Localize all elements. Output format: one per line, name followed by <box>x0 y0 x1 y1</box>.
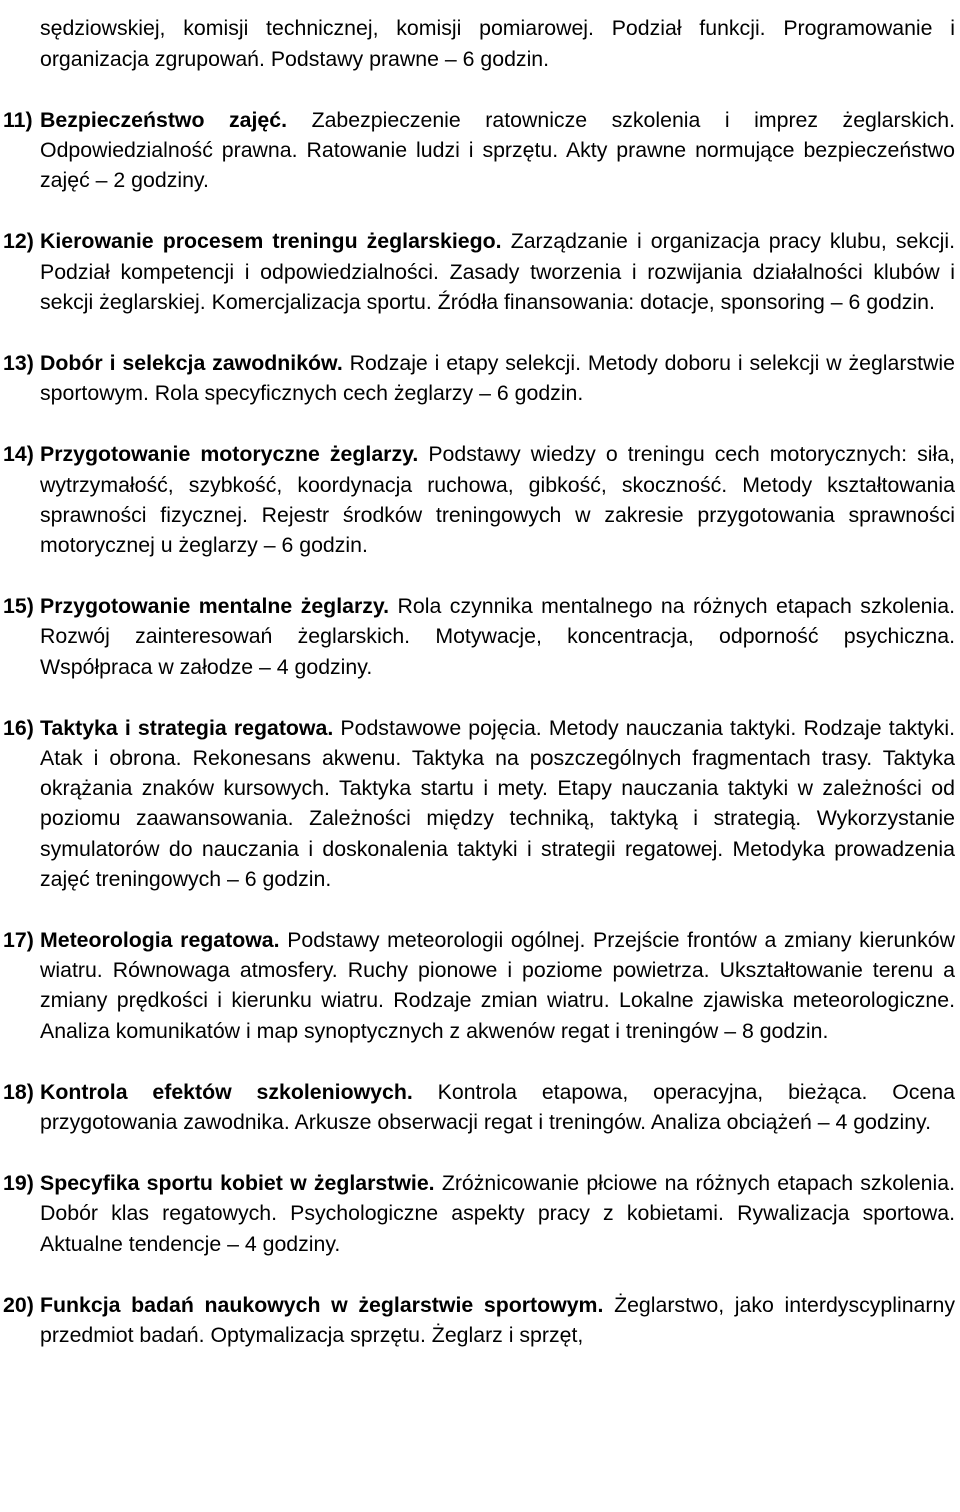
section-number: 11) <box>3 107 33 132</box>
section-body: Podstawy wiedzy o treningu cech motorycznych: siła, wytrzymałość, szybkość, koordynacja ruchowa, gibkość, skoczność. Metody kształtowania sprawności fizycznej. Rejestr środków treningowych w zakresie przygotowania sprawności motorycznej u żeglarzy – 6 godzin. <box>40 442 955 557</box>
section-heading: Meteorologia regatowa. <box>40 927 280 952</box>
section-10-continuation <box>0 13 960 73</box>
section-17 <box>0 925 960 1046</box>
section-body: Zróżnicowanie płciowe na różnych etapach szkolenia. Dobór klas regatowych. Psychologiczne aspekty pracy z kobietami. Rywalizacja sportowa. Aktualne tendencje – 4 godziny. <box>40 1171 955 1256</box>
section-body: Zabezpieczenie ratownicze szkolenia i imprez żeglarskich. Odpowiedzialność prawna. Ratowanie ludzi i sprzętu. Akty prawne normujące bezpieczeństwo zajęć – 2 godziny. <box>40 107 956 193</box>
section-20 <box>0 1290 960 1350</box>
section-heading: Przygotowanie motoryczne żeglarzy. <box>40 442 419 467</box>
section-number: 18) <box>3 1079 34 1104</box>
section-12 <box>0 226 960 317</box>
section-number: 19) <box>3 1171 34 1196</box>
section-body: Kontrola etapowa, operacyjna, bieżąca. Ocena przygotowania zawodnika. Arkusze obserwacji regat i treningów. Analiza obciążeń – 4 godziny. <box>40 1079 955 1134</box>
section-heading: Taktyka i strategia regatowa. <box>40 715 334 740</box>
section-body: sędziowskiej, komisji technicznej, komisji pomiarowej. Podział funkcji. Programowanie i organizacja zgrupowań. Podstawy prawne – 6 godzin. <box>40 16 955 71</box>
section-body: Żeglarstwo, jako interdyscyplinarny przedmiot badań. Optymalizacja sprzętu. Żeglarz i sprzęt, <box>40 1292 955 1347</box>
section-19 <box>0 1168 960 1259</box>
section-number: 13) <box>3 350 34 375</box>
section-number: 14) <box>3 442 34 467</box>
section-body: Zarządzanie i organizacja pracy klubu, sekcji. Podział kompetencji i odpowiedzialności. Zasady tworzenia i rozwijania działalności klubów i sekcji żeglarskiej. Komercjalizacja sportu. Źródła finansowania: dotacje, sponsoring – 6 godzin. <box>40 229 956 314</box>
section-heading: Bezpieczeństwo zajęć. <box>40 107 288 132</box>
section-body: Rola czynnika mentalnego na różnych etapach szkolenia. Rozwój zainteresowań żeglarskich. Motywacje, koncentracja, odporność psychiczna. Współpraca w załodze – 4 godziny. <box>40 594 955 679</box>
section-body: Podstawy meteorologii ogólnej. Przejście frontów a zmiany kierunków wiatru. Równowaga atmosfery. Ruchy pionowe i poziome powietrza. Ukształtowanie terenu a zmiany prędkości i kierunku wiatru. Rodzaje zmian wiatru. Lokalne zjawiska meteorologiczne. Analiza komunikatów i map synoptycznych z akwenów regat i treningów – 8 godzin. <box>40 927 955 1043</box>
section-body: Podstawowe pojęcia. Metody nauczania taktyki. Rodzaje taktyki. Atak i obrona. Rekonesans akwenu. Taktyka na poszczególnych fragmentach trasy. Taktyka okrążania znaków kursowych. Taktyka startu i mety. Etapy nauczania taktyki w zależności od poziomu zaawansowania. Zależności między techniką, taktyką i strategią. Wykorzystanie symulatorów do nauczania i doskonalenia taktyki i strategii regatowej. Metodyka prowadzenia zajęć treningowych – 6 godzin. <box>40 715 955 891</box>
section-heading: Dobór i selekcja zawodników. <box>40 350 343 375</box>
section-number: 15) <box>3 594 34 619</box>
section-number: 20) <box>3 1292 34 1317</box>
section-number: 16) <box>3 715 34 740</box>
section-16 <box>0 713 960 894</box>
section-heading: Przygotowanie mentalne żeglarzy. <box>40 594 390 619</box>
section-13 <box>0 348 960 408</box>
section-heading: Specyfika sportu kobiet w żeglarstwie. <box>40 1171 435 1196</box>
section-body: Rodzaje i etapy selekcji. Metody doboru i selekcji w żeglarstwie sportowym. Rola specyficznych cech żeglarzy – 6 godzin. <box>40 350 955 406</box>
section-heading: Kierowanie procesem treningu żeglarskiego. <box>40 229 502 254</box>
section-number: 12) <box>3 229 34 254</box>
section-14 <box>0 439 960 560</box>
section-15 <box>0 591 960 682</box>
section-number: 17) <box>3 927 34 952</box>
section-11 <box>0 105 960 196</box>
section-heading: Funkcja badań naukowych w żeglarstwie sportowym. <box>40 1292 604 1317</box>
section-18 <box>0 1077 960 1137</box>
section-heading: Kontrola efektów szkoleniowych. <box>40 1079 413 1104</box>
